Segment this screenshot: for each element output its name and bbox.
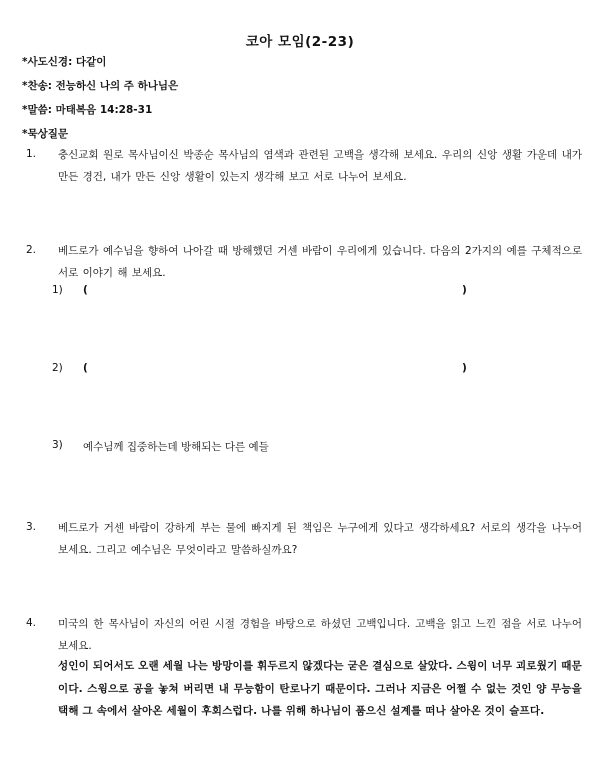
scripture-line: *말씀: 마태복음 14:28-31	[22, 104, 153, 116]
answer-open-paren: (	[83, 362, 88, 374]
question-text: 충신교회 원로 목사님이신 박종순 목사님의 염색과 관련된 고백을 생각해 보세요. 우리의 신앙 생활 가운데 내가 만든 경건, 내가 만든 신앙 생활이 있는지 생각해 보고 서로 나누어 보세요.	[58, 149, 582, 183]
question-number: 1.	[26, 148, 37, 160]
meditation-heading: *묵상질문	[22, 128, 69, 140]
answer-close-paren: )	[462, 362, 467, 374]
question-number: 2.	[26, 244, 37, 256]
question-text: 베드로가 예수님을 향하여 나아갈 때 방해했던 거센 바람이 우리에게 있습니다. 다음의 2가지의 예를 구체적으로 서로 이야기 해 보세요.	[58, 245, 582, 279]
page-title: 코아 모임(2-23)	[245, 34, 355, 50]
sub-item-text: 예수님께 집중하는데 방해되는 다른 예들	[83, 441, 269, 453]
confession-quote: 성인이 되어서도 오랜 세월 나는 방망이를 휘두르지 않겠다는 굳은 결심으로 살았다. 스윙이 너무 괴로웠기 때문이다. 스윙으로 공을 놓쳐 버리면 내 무능함이 탄로나기 때문이다. 그러나 지금은 어쩔 수 없는 것인 양 무능을 택해 그 속에서 살아온 세월이 후회스럽다. 나를 위해 하나님이 품으신 설계를 떠나 살아온 것이 슬프다.	[58, 660, 582, 717]
apostle-creed-line: *사도신경: 다같이	[22, 56, 107, 68]
hymn-line: *찬송: 전능하신 나의 주 하나님은	[22, 80, 179, 92]
question-number: 3.	[26, 521, 37, 533]
question-number: 4.	[26, 617, 37, 629]
sub-item-number: 3)	[52, 439, 63, 451]
sub-item-number: 1)	[52, 284, 63, 296]
question-text: 미국의 한 목사님이 자신의 어린 시절 경험을 바탕으로 하셨던 고백입니다. 고백을 읽고 느낀 점을 서로 나누어 보세요.	[58, 618, 582, 652]
question-text: 베드로가 거센 바람이 강하게 부는 물에 빠지게 된 책임은 누구에게 있다고 생각하세요? 서로의 생각을 나누어 보세요. 그리고 예수님은 무엇이라고 말씀하실까요?	[58, 522, 582, 556]
answer-close-paren: )	[462, 284, 467, 296]
sub-item-number: 2)	[52, 362, 63, 374]
answer-open-paren: (	[83, 284, 88, 296]
